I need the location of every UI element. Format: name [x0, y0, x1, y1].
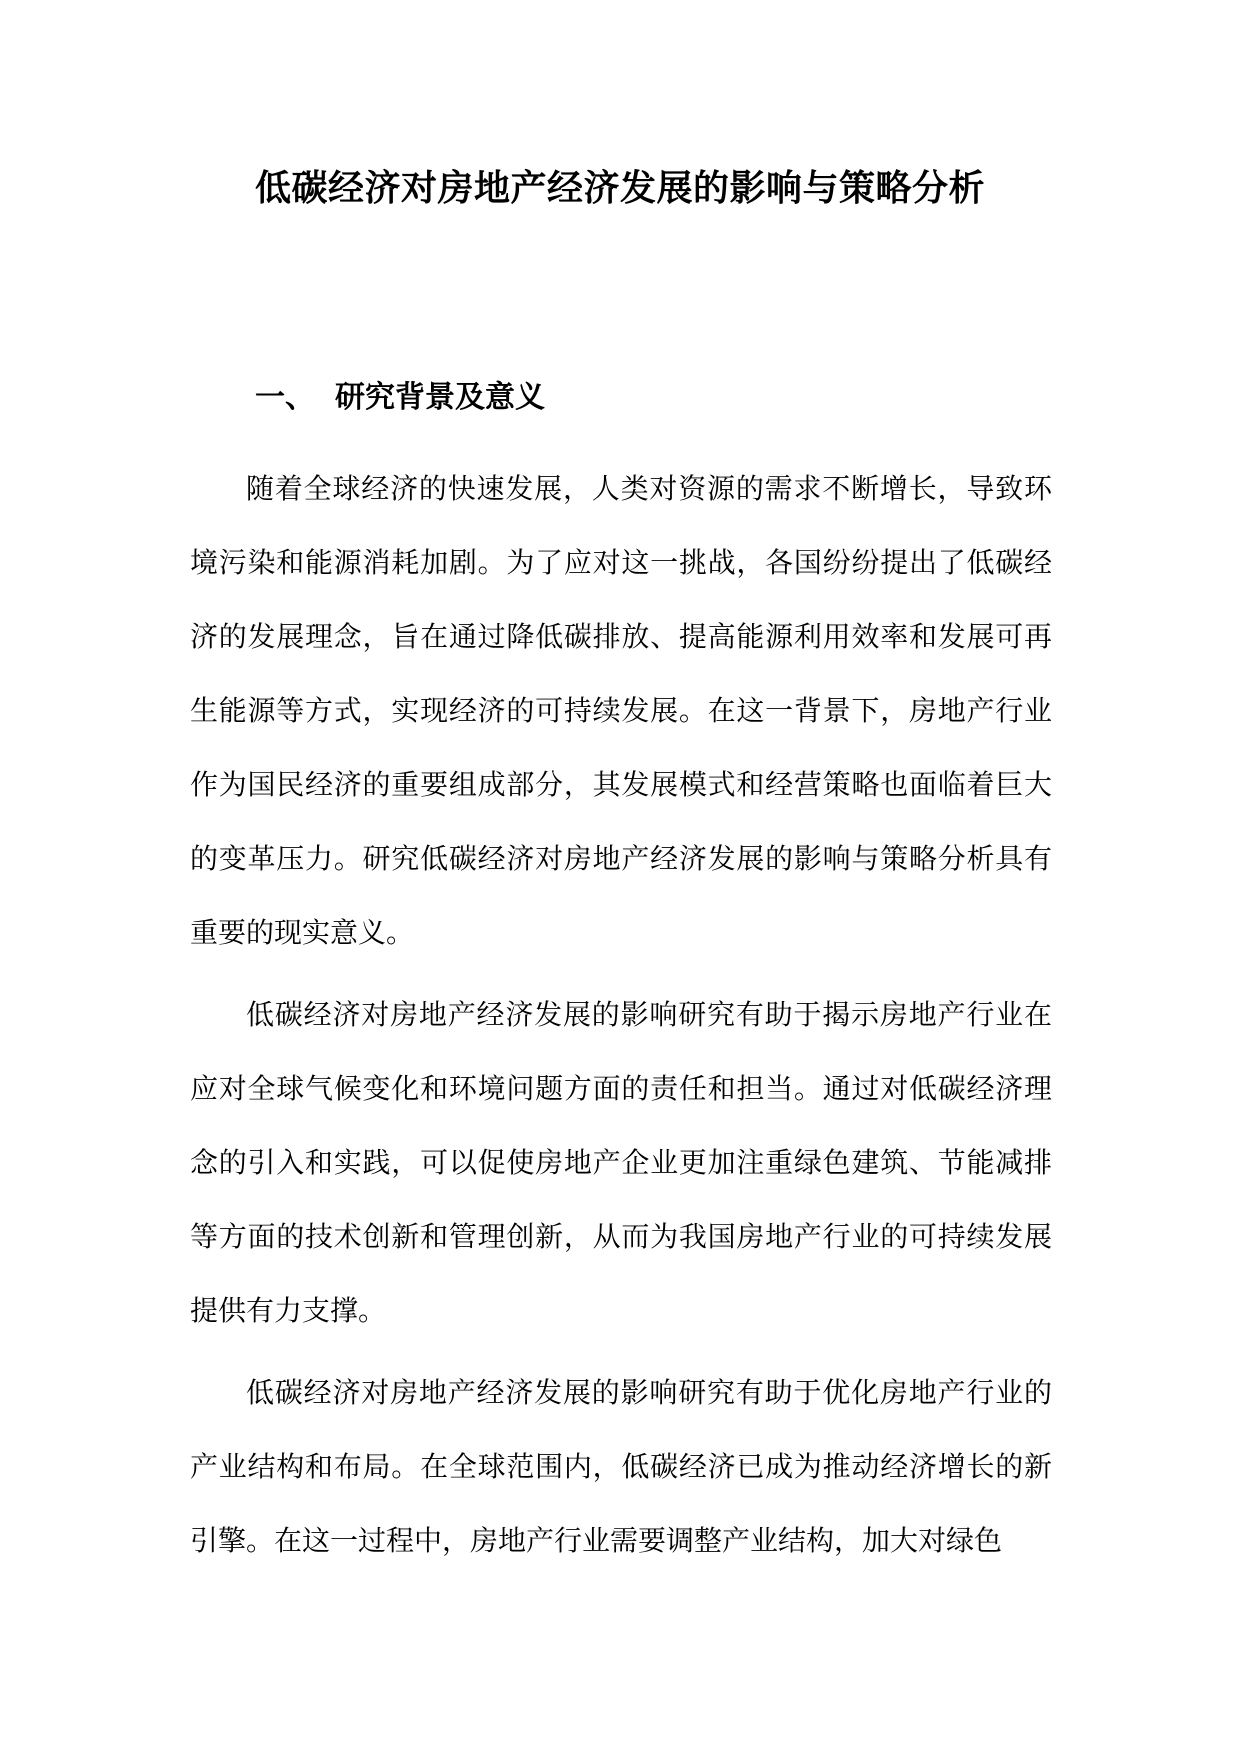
section-heading: [255, 378, 545, 418]
section-title: 研究背景及意义: [335, 380, 545, 415]
section-number: 一、: [255, 380, 315, 415]
paragraph: 低碳经济对房地产经济发展的影响研究有助于优化房地产行业的产业结构和布局。在全球范围内，低碳经济已成为推动经济增长的新引擎。在这一过程中，房地产行业需要调整产业结构，加大对绿色: [190, 1376, 1052, 1557]
paragraph: 低碳经济对房地产经济发展的影响研究有助于揭示房地产行业在应对全球气候变化和环境问题方面的责任和担当。通过对低碳经济理念的引入和实践，可以促使房地产企业更加注重绿色建筑、节能减排等方面的技术创新和管理创新，从而为我国房地产行业的可持续发展提供有力支撑。: [190, 998, 1052, 1327]
document-title: 低碳经济对房地产经济发展的影响与策略分析: [254, 168, 985, 209]
paragraph: 随着全球经济的快速发展，人类对资源的需求不断增长，导致环境污染和能源消耗加剧。为了应对这一挑战，各国纷纷提出了低碳经济的发展理念，旨在通过降低碳排放、提高能源利用效率和发展可再生能源等方式，实现经济的可持续发展。在这一背景下，房地产行业作为国民经济的重要组成部分，其发展模式和经营策略也面临着巨大的变革压力。研究低碳经济对房地产经济发展的影响与策略分析具有重要的现实意义。: [190, 472, 1052, 949]
